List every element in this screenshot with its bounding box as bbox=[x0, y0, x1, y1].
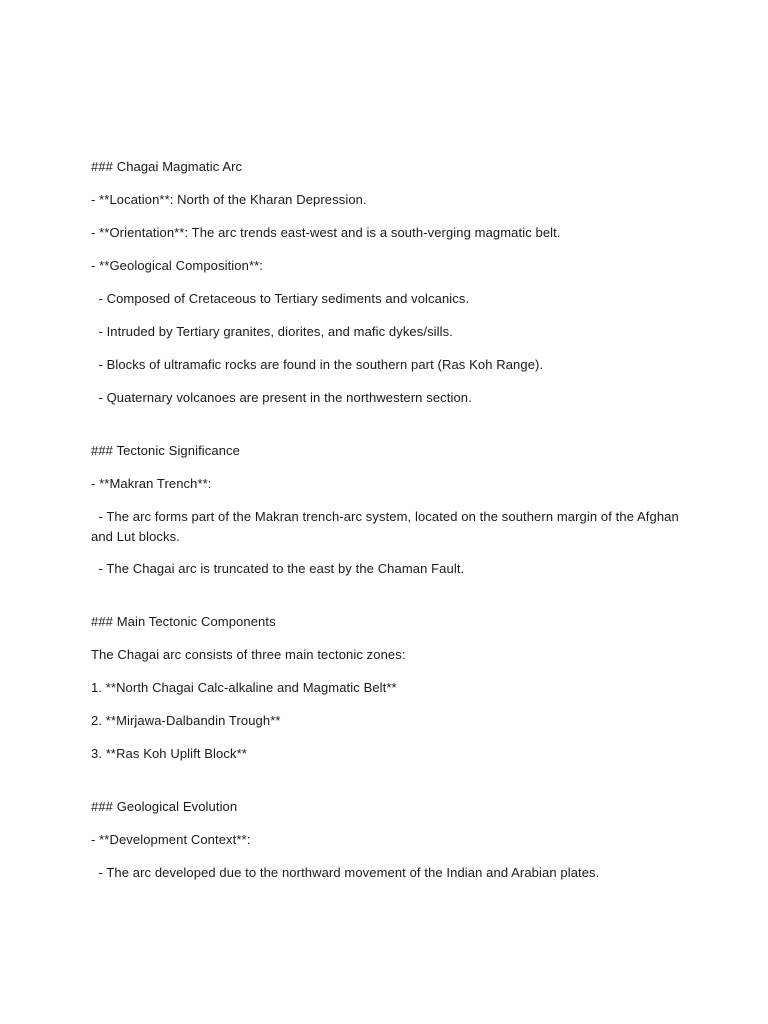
text-line: - **Location**: North of the Kharan Depression. bbox=[91, 192, 367, 207]
text-line: - Intruded by Tertiary granites, diorites, and mafic dykes/sills. bbox=[91, 324, 453, 339]
text-line: - Composed of Cretaceous to Tertiary sediments and volcanics. bbox=[91, 291, 470, 306]
section-tectonic-significance bbox=[91, 441, 681, 579]
section-heading: ### Chagai Magmatic Arc bbox=[91, 159, 243, 174]
text-line: - The arc forms part of the Makran trench-arc system, located on the southern margin of the Afghan and Lut blocks. bbox=[91, 509, 683, 544]
text-line: - **Orientation**: The arc trends east-west and is a south-verging magmatic belt. bbox=[91, 225, 561, 240]
section-spacer bbox=[91, 777, 681, 797]
document-body bbox=[91, 157, 681, 896]
text-line: - The Chagai arc is truncated to the east by the Chaman Fault. bbox=[91, 561, 465, 576]
text-line: - Quaternary volcanoes are present in the northwestern section. bbox=[91, 390, 472, 405]
list-item: 2. **Mirjawa-Dalbandin Trough** bbox=[91, 713, 281, 728]
section-geological-evolution bbox=[91, 797, 681, 883]
list-item: 1. **North Chagai Calc-alkaline and Magmatic Belt** bbox=[91, 680, 397, 695]
section-spacer bbox=[91, 421, 681, 441]
text-line: The Chagai arc consists of three main tectonic zones: bbox=[91, 647, 406, 662]
text-line: - The arc developed due to the northward movement of the Indian and Arabian plates. bbox=[91, 865, 600, 880]
text-line: - **Geological Composition**: bbox=[91, 258, 263, 273]
section-heading: ### Main Tectonic Components bbox=[91, 614, 276, 629]
list-item: 3. **Ras Koh Uplift Block** bbox=[91, 746, 247, 761]
text-line: - **Development Context**: bbox=[91, 832, 251, 847]
section-main-tectonic-components bbox=[91, 612, 681, 764]
text-line: - Blocks of ultramafic rocks are found in the southern part (Ras Koh Range). bbox=[91, 357, 544, 372]
text-line: - **Makran Trench**: bbox=[91, 476, 212, 491]
section-chagai-magmatic-arc bbox=[91, 157, 681, 408]
section-heading: ### Tectonic Significance bbox=[91, 443, 240, 458]
section-spacer bbox=[91, 592, 681, 612]
section-heading: ### Geological Evolution bbox=[91, 799, 238, 814]
